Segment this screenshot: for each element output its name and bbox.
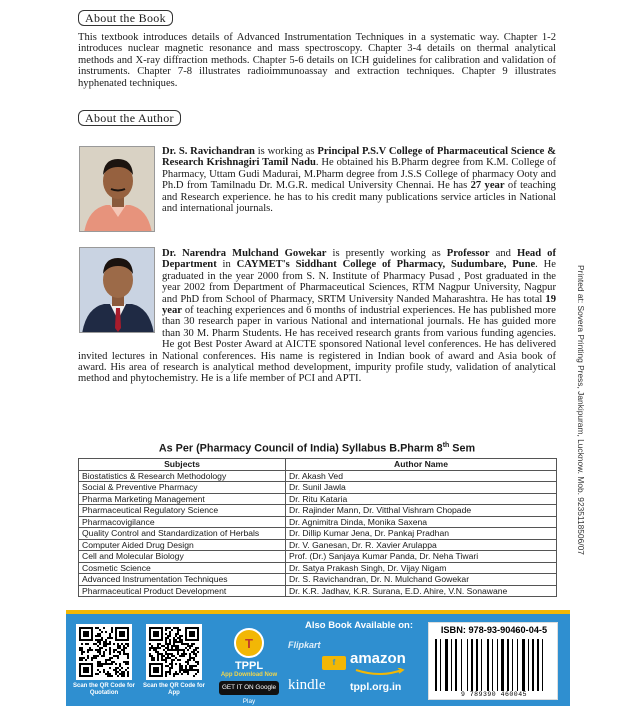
- printer-info: Printed at: Sovera Printing Press, Jankipuram, Lucknow. Mob. 9235118506/07: [576, 265, 586, 555]
- qr-code-app[interactable]: [146, 624, 202, 680]
- subject-cell: Pharmacovigilance: [79, 516, 286, 528]
- tppl-download: App Download Now: [220, 672, 278, 678]
- syllabus-title-sup: th: [442, 442, 450, 449]
- barcode-icon: [435, 639, 553, 691]
- amazon-logo[interactable]: amazon: [350, 650, 406, 667]
- about-author-heading: About the Author: [78, 110, 181, 126]
- subject-cell: Social & Preventive Pharmacy: [79, 482, 286, 494]
- author1-text-2: . He obtained his B.Pharm degree from K.M. College of Pharmacy, Uttam Gudi Madurai, M.Pharm degree from J.S.S College of pharmacy Ooty and Ph.D from Tamilnadu Dr. M.G.R. medical University Chennai. He has: [162, 157, 557, 192]
- isbn-number: ISBN: 978-93-90460-04-5: [440, 625, 548, 635]
- author2-photo-spacer: [78, 248, 162, 342]
- author1-text-1: is working as: [254, 146, 318, 157]
- author1-bio: [162, 146, 556, 214]
- syllabus-title-end: Sem: [449, 442, 476, 455]
- subject-cell: Pharmaceutical Product Development: [79, 585, 286, 597]
- author-cell: Dr. Ritu Kataria: [286, 493, 557, 505]
- author2-text-3: in: [216, 259, 237, 271]
- author-cell: Dr. Agnimitra Dinda, Monika Saxena: [286, 516, 557, 528]
- qr-code-quotation[interactable]: [76, 624, 132, 680]
- flipkart-icon: f: [322, 656, 346, 670]
- barcode-digits: 9 789390 460045: [460, 691, 527, 698]
- author2-experience: 19 year: [162, 293, 556, 317]
- flipkart-logo[interactable]: Flipkart: [288, 640, 321, 650]
- column-header-author: Author Name: [286, 459, 557, 471]
- author-cell: Dr. Dillip Kumar Jena, Dr. Pankaj Pradhan: [286, 528, 557, 540]
- amazon-smile-icon: [354, 668, 406, 676]
- author2-bio: [78, 248, 556, 385]
- author2-role2: Head of Department: [162, 248, 557, 271]
- subject-cell: Advanced Instrumentation Techniques: [79, 574, 286, 586]
- syllabus-title: [78, 442, 556, 455]
- tppl-website[interactable]: tppl.org.in: [350, 681, 402, 693]
- author1-photo: [79, 146, 155, 232]
- table-row: [79, 562, 557, 574]
- table-row: [79, 493, 557, 505]
- also-available-title: Also Book Available on:: [304, 620, 414, 631]
- author-cell: Dr. Rajinder Mann, Dr. Vitthal Vishram Chopade: [286, 505, 557, 517]
- table-row: [79, 505, 557, 517]
- author-cell: Dr. Sunil Jawla: [286, 482, 557, 494]
- author2-text-2: and: [489, 248, 517, 259]
- author-cell: Dr. Satya Prakash Singh, Dr. Vijay Nigam: [286, 562, 557, 574]
- author2-name: Dr. Narendra Mulchand Gowekar: [162, 248, 327, 259]
- author-cell: Dr. S. Ravichandran, Dr. N. Mulchand Gowekar: [286, 574, 557, 586]
- tppl-app-block: [216, 628, 282, 705]
- about-book-heading: About the Book: [78, 10, 173, 26]
- syllabus-table: [78, 458, 557, 597]
- subject-cell: Cosmetic Science: [79, 562, 286, 574]
- table-row: [79, 551, 557, 563]
- table-row: [79, 528, 557, 540]
- table-row: [79, 470, 557, 482]
- author1-experience: 27 year: [470, 180, 505, 192]
- kindle-logo[interactable]: kindle: [288, 677, 326, 693]
- qr1-caption: Scan the QR Code for Quotation: [72, 683, 135, 696]
- author1-position: Principal P.S.V College of Pharmaceutical Science & Research Krishnagiri Tamil Nadu: [162, 146, 557, 169]
- author1-name: Dr. S. Ravichandran: [162, 146, 255, 157]
- author2-text-1: is presently working as: [326, 248, 447, 259]
- table-header-row: [79, 459, 557, 471]
- subject-cell: Biostatistics & Research Methodology: [79, 470, 286, 482]
- table-row: [79, 482, 557, 494]
- author2-role: Professor: [446, 248, 490, 259]
- table-row: [79, 574, 557, 586]
- about-book-text: This textbook introduces details of Advanced Instrumentation Techniques in a systematic way. Chapter 1-2 introduces nuclear magnetic resonance and mass spectroscopy. Chapter 3-4 details on thermal analytical methods and X-ray diffraction methods. Chapter 5-6 details on ICH guidelines for calibration and validation of instruments. Chapter 7-8 illustrates radioimmunoassay and extraction techniques. Chapter 9 illustrates hyphenated techniques.: [78, 32, 556, 89]
- author-cell: Prof. (Dr.) Sanjaya Kumar Panda, Dr. Neha Tiwari: [286, 551, 557, 563]
- syllabus-table-body: [79, 470, 557, 597]
- author2-college: CAYMET's Siddhant College of Pharmacy, Sudumbare, Pune: [236, 259, 536, 271]
- table-row: [79, 585, 557, 597]
- syllabus-title-main: As Per (Pharmacy Council of India) Syllabus B.Pharm 8: [158, 442, 443, 455]
- table-row: [79, 516, 557, 528]
- isbn-block: [428, 622, 558, 700]
- tppl-name: TPPL: [234, 660, 264, 672]
- author2-text-4: . He graduated in the year 2000 from S. N. Institute of Pharmacy Pusad , Post graduated in the year 2002 from Department of Pharmaceutical Sciences, RTM Nagpur University, Nagpur and PhD from School of Pharmacy, SRTM University Nanded Maharashtra. He has total: [162, 259, 556, 305]
- subject-cell: Computer Aided Drug Design: [79, 539, 286, 551]
- subject-cell: Cell and Molecular Biology: [79, 551, 286, 563]
- subject-cell: Pharma Marketing Management: [79, 493, 286, 505]
- qr2-caption: Scan the QR Code for App: [142, 683, 205, 696]
- author2-text-5: of teaching experiences and 6 months of industrial experiences. He has published more than 30 research paper in various National and international journals. He has guided more than 30 M. Pharm Students. He has received research grants from various funding agencies. He got Best Poster Award at AICTE sponsored National level conferences. He has delivered invited lectures in National conferences. His name is registered in Indian book of award and Asia book of award. His area of research is analytical method development, impurity profile study, validation of analytical method and phytochemistry. He is a life member of PCI and APTI.: [78, 305, 556, 385]
- column-header-subjects: Subjects: [79, 459, 286, 471]
- author-cell: Dr. K.R. Jadhav, K.R. Surana, E.D. Ahire, V.N. Sonawane: [286, 585, 557, 597]
- author-cell: Dr. Akash Ved: [286, 470, 557, 482]
- subject-cell: Pharmaceutical Regulatory Science: [79, 505, 286, 517]
- author-cell: Dr. V. Ganesan, Dr. R. Xavier Arulappa: [286, 539, 557, 551]
- subject-cell: Quality Control and Standardization of Herbals: [79, 528, 286, 540]
- author1-text-3: of teaching and Research experience. he has to his credit many publications service articles in National and international journals.: [162, 180, 556, 215]
- table-row: [79, 539, 557, 551]
- tppl-logo-icon: T: [234, 628, 264, 658]
- google-play-badge[interactable]: GET IT ON Google Play: [219, 681, 279, 695]
